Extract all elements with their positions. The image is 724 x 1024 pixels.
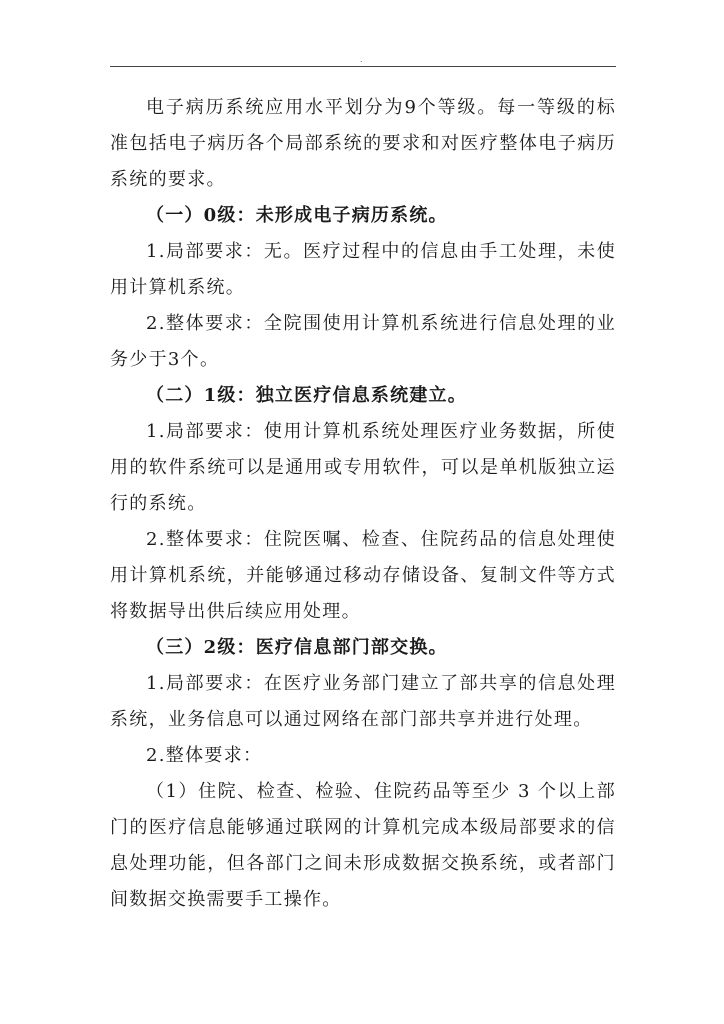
level-2-overall-requirement-item-1: （1）住院、检查、检验、住院药品等至少 3 个以上部门的医疗信息能够通过联网的计算机完成本级局部要求的信息处理功能，但各部门之间未形成数据交换系统，或者部门间数据交换需要手工操作。 [110, 781, 616, 910]
level-1-overall-requirement: 2.整体要求：住院医嘱、检查、住院药品的信息处理使用计算机系统，并能够通过移动存储设备、复制文件等方式将数据导出供后续应用处理。 [110, 529, 616, 622]
level-1-local-requirement: 1.局部要求：使用计算机系统处理医疗业务数据，所使用的软件系统可以是通用或专用软件，可以是单机版独立运行的系统。 [110, 421, 616, 514]
section-heading-level-0: （一）0级：未形成电子病历系统。 [146, 205, 448, 226]
section-heading-level-2: （三）2级：医疗信息部门部交换。 [146, 637, 448, 658]
level-0-local-requirement: 1.局部要求：无。医疗过程中的信息由手工处理，未使用计算机系统。 [110, 241, 616, 298]
document-body [110, 90, 616, 918]
header-rule [110, 66, 616, 67]
level-2-overall-requirement-label: 2.整体要求： [146, 745, 263, 766]
intro-paragraph: 电子病历系统应用水平划分为9个等级。每一等级的标准包括电子病历各个局部系统的要求和对医疗整体电子病历系统的要求。 [110, 97, 616, 190]
level-2-local-requirement: 1.局部要求：在医疗业务部门建立了部共享的信息处理系统，业务信息可以通过网络在部门部共享并进行处理。 [110, 673, 616, 730]
header-mark: . [360, 55, 363, 64]
level-0-overall-requirement: 2.整体要求：全院围使用计算机系统进行信息处理的业务少于3个。 [110, 313, 616, 370]
section-heading-level-1: （二）1级：独立医疗信息系统建立。 [146, 385, 467, 406]
